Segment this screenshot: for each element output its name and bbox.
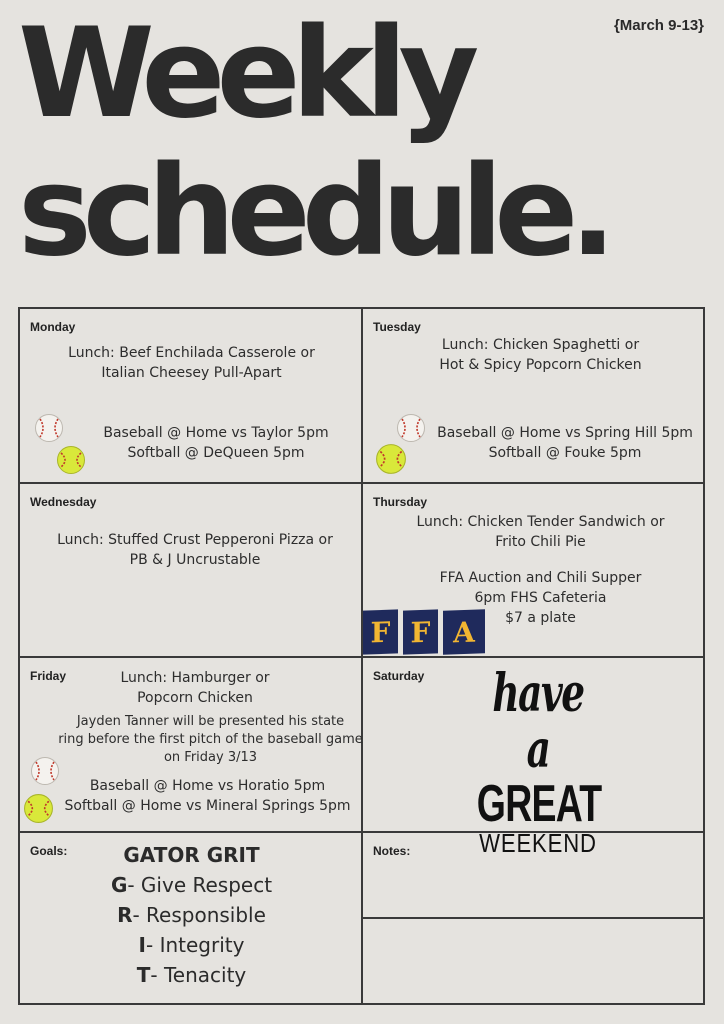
art-line-have-a: have a [492, 663, 584, 780]
schedule-grid [18, 307, 705, 1005]
goal-item: T- Tenacity [136, 963, 247, 987]
wednesday-cell [20, 484, 363, 658]
art-line-weekend: WEEKEND [479, 828, 597, 858]
monday-softball-game: Softball @ DeQueen 5pm [127, 445, 305, 461]
goals-title: GATOR GRIT [123, 843, 260, 867]
baseball-icon [34, 413, 64, 443]
page-title-line-2: schedule. [18, 140, 608, 284]
have-a-great-weekend-art [453, 663, 623, 858]
thursday-event-line-1: FFA Auction and Chili Supper [439, 570, 642, 586]
friday-cell [20, 658, 363, 833]
thursday-lunch-line-1: Lunch: Chicken Tender Sandwich or [416, 514, 665, 530]
friday-note-line-1: Jayden Tanner will be presented his state [76, 714, 345, 729]
ffa-letter: F [403, 609, 438, 654]
goals-cell [20, 833, 363, 1003]
softball-icon [375, 443, 407, 475]
friday-label: Friday [30, 669, 67, 683]
date-range: {March 9-13} [613, 17, 704, 34]
tuesday-cell [363, 309, 705, 484]
notes-cell [363, 833, 705, 1003]
goal-item: G- Give Respect [110, 873, 273, 897]
monday-lunch-line-1: Lunch: Beef Enchilada Casserole or [68, 345, 315, 361]
friday-softball-game: Softball @ Home vs Mineral Springs 5pm [64, 798, 351, 814]
wednesday-label: Wednesday [30, 495, 97, 509]
notes-label: Notes: [373, 844, 411, 858]
thursday-cell [363, 484, 705, 658]
friday-baseball-game: Baseball @ Home vs Horatio 5pm [89, 778, 326, 794]
ffa-letter: A [443, 609, 485, 654]
saturday-label: Saturday [373, 669, 425, 683]
wednesday-lunch-line-1: Lunch: Stuffed Crust Pepperoni Pizza or [57, 532, 333, 548]
monday-cell [20, 309, 363, 484]
ffa-logo [363, 610, 485, 654]
friday-lunch-line-2: Popcorn Chicken [137, 690, 253, 706]
tuesday-label: Tuesday [373, 320, 421, 334]
goal-item: R- Responsible [117, 903, 266, 927]
wednesday-lunch-line-2: PB & J Uncrustable [129, 552, 261, 568]
friday-note-line-3: on Friday 3/13 [163, 750, 258, 765]
goals-label: Goals: [30, 844, 68, 858]
art-line-great: GREAT [476, 775, 602, 833]
baseball-icon [396, 413, 426, 443]
tuesday-lunch-line-1: Lunch: Chicken Spaghetti or [441, 337, 640, 353]
tuesday-baseball-game: Baseball @ Home vs Spring Hill 5pm [437, 425, 693, 441]
friday-note-line-2: ring before the first pitch of the baseball game [58, 732, 363, 747]
friday-lunch-line-1: Lunch: Hamburger or [120, 670, 270, 686]
thursday-event-line-2: 6pm FHS Cafeteria [474, 590, 607, 606]
page-title-line-1: Weekly [18, 2, 471, 146]
thursday-event-line-3: $7 a plate [505, 610, 576, 626]
thursday-lunch-line-2: Frito Chili Pie [495, 534, 586, 550]
tuesday-softball-game: Softball @ Fouke 5pm [488, 445, 642, 461]
thursday-label: Thursday [373, 495, 428, 509]
monday-label: Monday [30, 320, 76, 334]
monday-lunch-line-2: Italian Cheesey Pull-Apart [101, 365, 282, 381]
tuesday-lunch-line-2: Hot & Spicy Popcorn Chicken [439, 357, 642, 373]
monday-baseball-game: Baseball @ Home vs Taylor 5pm [103, 425, 329, 441]
ffa-letter: F [363, 609, 398, 654]
notes-divider [363, 917, 705, 919]
goal-item: I- Integrity [138, 933, 245, 957]
